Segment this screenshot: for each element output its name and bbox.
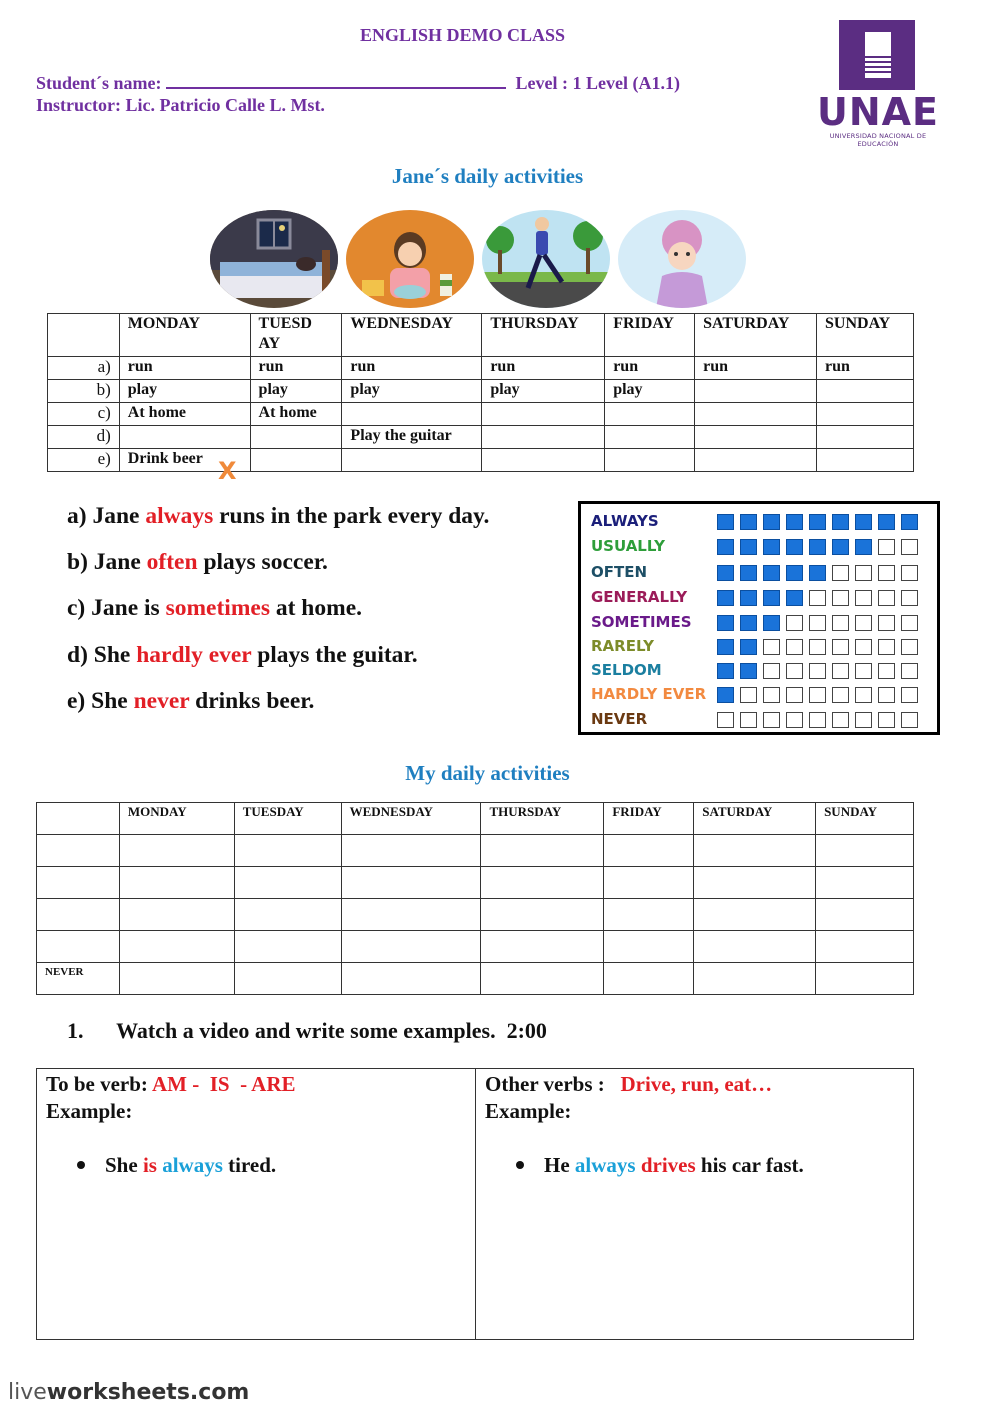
- table-cell: run: [342, 357, 482, 380]
- table-row: [37, 931, 914, 963]
- table-cell: [250, 449, 342, 472]
- frequency-label: NEVER: [591, 710, 648, 728]
- liveworksheets-footer: [8, 1380, 249, 1405]
- frequency-label: SELDOM: [591, 661, 662, 679]
- answer-cell[interactable]: [816, 963, 914, 995]
- frequency-square-empty: [855, 712, 872, 728]
- sentence-text: d) She: [67, 642, 137, 668]
- table-header-row: [37, 803, 914, 835]
- sentence-text: at home.: [269, 595, 363, 621]
- header-cell: THURSDAY: [482, 314, 605, 357]
- frequency-square-empty: [786, 687, 803, 703]
- answer-cell[interactable]: [481, 931, 604, 963]
- table-cell: [342, 449, 482, 472]
- frequency-square-filled: [717, 639, 734, 655]
- frequency-square-empty: [763, 639, 780, 655]
- table-cell: run: [482, 357, 605, 380]
- row-label: [37, 931, 120, 963]
- frequency-square-empty: [855, 565, 872, 581]
- answer-cell[interactable]: [341, 835, 481, 867]
- table-cell: play: [482, 380, 605, 403]
- frequency-square-empty: [878, 663, 895, 679]
- frequency-square-filled: [763, 615, 780, 631]
- sentence-b: [67, 549, 328, 576]
- frequency-square-empty: [832, 590, 849, 606]
- answer-cell[interactable]: [234, 899, 341, 931]
- header-cell: WEDNESDAY: [342, 314, 482, 357]
- answer-cell[interactable]: [341, 899, 481, 931]
- table-cell: [482, 426, 605, 449]
- answer-cell[interactable]: [119, 867, 234, 899]
- jane-activities-table: [47, 313, 914, 472]
- frequency-square-empty: [855, 590, 872, 606]
- sentence-text: drinks beer.: [189, 688, 315, 714]
- frequency-square-filled: [763, 565, 780, 581]
- frequency-square-filled: [763, 514, 780, 530]
- my-section-title: My daily activities: [405, 761, 570, 785]
- example-adverb: always: [162, 1153, 223, 1177]
- row-label: b): [48, 380, 120, 403]
- answer-cell[interactable]: [341, 963, 481, 995]
- example-text: tired.: [222, 1153, 277, 1177]
- sentence-text: a) Jane: [67, 503, 146, 529]
- frequency-square-empty: [809, 663, 826, 679]
- frequency-square-empty: [763, 663, 780, 679]
- frequency-adverb: often: [146, 549, 198, 575]
- example-verb: drives: [640, 1153, 696, 1177]
- table-cell: play: [342, 380, 482, 403]
- towel-illustration: [618, 210, 746, 308]
- table-cell: At home: [250, 403, 342, 426]
- frequency-label: SOMETIMES: [591, 613, 692, 631]
- sentence-text: e) She: [67, 688, 134, 714]
- frequency-label: GENERALLY: [591, 588, 688, 606]
- frequency-square-filled: [763, 590, 780, 606]
- sentence-text: runs in the park every day.: [213, 503, 490, 529]
- sentence-a: [67, 503, 489, 530]
- other-verbs-example: [516, 1153, 804, 1178]
- table-cell: [817, 449, 914, 472]
- table-cell: [342, 403, 482, 426]
- table-header-row: [48, 314, 914, 357]
- answer-cell[interactable]: [119, 931, 234, 963]
- answer-cell[interactable]: [816, 867, 914, 899]
- frequency-square-filled: [740, 615, 757, 631]
- frequency-adverb: sometimes: [165, 595, 270, 621]
- frequency-square-empty: [901, 639, 918, 655]
- table-row: [37, 835, 914, 867]
- answer-cell[interactable]: [604, 899, 694, 931]
- frequency-square-empty: [878, 565, 895, 581]
- frequency-square-filled: [717, 590, 734, 606]
- answer-cell[interactable]: [481, 899, 604, 931]
- my-activities-table: [36, 802, 914, 995]
- instructor-line: Instructor: Lic. Patricio Calle L. Mst.: [36, 95, 325, 115]
- table-cell: [817, 403, 914, 426]
- frequency-label: USUALLY: [591, 537, 665, 555]
- frequency-square-empty: [878, 615, 895, 631]
- frequency-square-empty: [901, 565, 918, 581]
- frequency-square-filled: [740, 514, 757, 530]
- answer-cell[interactable]: [119, 835, 234, 867]
- frequency-square-empty: [901, 663, 918, 679]
- other-verbs-label: Other verbs :: [485, 1072, 621, 1096]
- sentence-text: c) Jane is: [67, 595, 166, 621]
- header-cell: MONDAY: [119, 314, 250, 357]
- frequency-square-empty: [878, 712, 895, 728]
- frequency-square-empty: [809, 615, 826, 631]
- frequency-square-empty: [717, 712, 734, 728]
- table-cell: [605, 449, 695, 472]
- answer-cell[interactable]: [694, 899, 816, 931]
- header-cell: WEDNESDAY: [341, 803, 481, 835]
- frequency-square-empty: [832, 663, 849, 679]
- frequency-label: ALWAYS: [591, 512, 659, 530]
- table-cell: Play the guitar: [342, 426, 482, 449]
- frequency-square-empty: [809, 712, 826, 728]
- table-row: [48, 380, 914, 403]
- header-cell: FRIDAY: [604, 803, 694, 835]
- frequency-square-empty: [855, 687, 872, 703]
- frequency-adverb: never: [133, 688, 190, 714]
- frequency-square-filled: [809, 539, 826, 555]
- table-cell: run: [250, 357, 342, 380]
- table-cell: [119, 426, 250, 449]
- table-cell: [695, 380, 817, 403]
- frequency-square-empty: [901, 687, 918, 703]
- frequency-square-empty: [855, 639, 872, 655]
- student-name-label: Student´s name:: [36, 73, 162, 93]
- frequency-square-filled: [740, 565, 757, 581]
- frequency-square-empty: [763, 712, 780, 728]
- bullet-icon: [516, 1161, 524, 1169]
- unae-logo: [812, 20, 944, 148]
- frequency-square-empty: [740, 712, 757, 728]
- answer-cell[interactable]: [694, 963, 816, 995]
- frequency-square-empty: [855, 663, 872, 679]
- footer-com: .com: [189, 1380, 250, 1405]
- answer-cell[interactable]: [481, 835, 604, 867]
- column-divider: [475, 1069, 476, 1339]
- corner-cell: [37, 803, 120, 835]
- cooking-illustration: [346, 210, 474, 308]
- frequency-square-filled: [786, 590, 803, 606]
- frequency-square-empty: [786, 639, 803, 655]
- answer-cell[interactable]: [816, 899, 914, 931]
- to-be-verbs: AM - IS - ARE: [151, 1072, 296, 1096]
- frequency-square-empty: [740, 687, 757, 703]
- frequency-square-filled: [855, 539, 872, 555]
- table-cell: At home: [119, 403, 250, 426]
- frequency-square-filled: [786, 565, 803, 581]
- frequency-label: HARDLY EVER: [591, 685, 707, 703]
- answer-cell[interactable]: [234, 963, 341, 995]
- row-label: d): [48, 426, 120, 449]
- example-label: Example:: [485, 1099, 572, 1123]
- table-row: [37, 899, 914, 931]
- answer-cell[interactable]: [604, 963, 694, 995]
- example-text: his car fast.: [695, 1153, 804, 1177]
- row-label: [37, 899, 120, 931]
- frequency-square-empty: [763, 687, 780, 703]
- table-cell: [695, 449, 817, 472]
- answer-cell[interactable]: [234, 835, 341, 867]
- table-row: [37, 867, 914, 899]
- frequency-square-empty: [855, 615, 872, 631]
- frequency-square-empty: [901, 590, 918, 606]
- table-row: [48, 449, 914, 472]
- answer-cell[interactable]: [119, 963, 234, 995]
- student-name-blank[interactable]: [166, 71, 506, 89]
- frequency-square-filled: [832, 514, 849, 530]
- answer-cell[interactable]: [604, 867, 694, 899]
- answer-cell[interactable]: [341, 867, 481, 899]
- document-title: ENGLISH DEMO CLASS: [359, 25, 566, 45]
- answer-cell[interactable]: [341, 931, 481, 963]
- frequency-square-empty: [832, 687, 849, 703]
- frequency-square-filled: [717, 514, 734, 530]
- frequency-square-filled: [740, 539, 757, 555]
- footer-worksheets: worksheets: [46, 1380, 190, 1405]
- frequency-label: OFTEN: [591, 563, 648, 581]
- frequency-square-empty: [786, 712, 803, 728]
- row-label: [37, 867, 120, 899]
- frequency-square-empty: [809, 639, 826, 655]
- other-verbs-column-heading: [485, 1071, 772, 1125]
- level-label: Level : 1 Level (A1.1): [515, 73, 680, 93]
- logo-subtitle: UNIVERSIDAD NACIONAL DE EDUCACIÓN: [829, 132, 927, 148]
- frequency-square-empty: [832, 712, 849, 728]
- frequency-square-filled: [832, 539, 849, 555]
- sleeping-illustration: [210, 210, 338, 308]
- woman-with-towel-icon: [618, 210, 746, 308]
- table-cell: run: [119, 357, 250, 380]
- woman-running-icon: [482, 210, 610, 308]
- table-cell: [605, 426, 695, 449]
- student-name-line: [36, 71, 680, 94]
- example-adverb: always: [574, 1153, 636, 1177]
- header-cell: THURSDAY: [481, 803, 604, 835]
- frequency-square-filled: [717, 565, 734, 581]
- row-label: [37, 835, 120, 867]
- header-cell: SUNDAY: [817, 314, 914, 357]
- header-cell: SATURDAY: [694, 803, 816, 835]
- frequency-label: RARELY: [591, 637, 655, 655]
- header-cell: SUNDAY: [816, 803, 914, 835]
- frequency-square-filled: [740, 590, 757, 606]
- frequency-square-filled: [809, 565, 826, 581]
- frequency-square-empty: [832, 639, 849, 655]
- woman-cooking-icon: [346, 210, 474, 308]
- frequency-square-filled: [855, 514, 872, 530]
- frequency-square-filled: [763, 539, 780, 555]
- table-cell: [817, 380, 914, 403]
- answer-cell[interactable]: [604, 835, 694, 867]
- frequency-square-empty: [809, 590, 826, 606]
- frequency-square-empty: [878, 639, 895, 655]
- answer-cell[interactable]: [119, 899, 234, 931]
- answer-cell[interactable]: [481, 963, 604, 995]
- sentence-text: b) Jane: [67, 549, 147, 575]
- example-verb: is: [142, 1153, 157, 1177]
- frequency-square-filled: [878, 514, 895, 530]
- answer-cell[interactable]: [481, 867, 604, 899]
- frequency-square-filled: [809, 514, 826, 530]
- frequency-square-empty: [878, 590, 895, 606]
- table-cell: [250, 426, 342, 449]
- frequency-adverb: always: [145, 503, 214, 529]
- sentence-text: plays soccer.: [197, 549, 328, 575]
- frequency-adverb: hardly ever: [136, 642, 252, 668]
- frequency-scale-box: [578, 501, 940, 735]
- footer-live: live: [8, 1380, 47, 1405]
- row-label: e): [48, 449, 120, 472]
- sentence-text: plays the guitar.: [251, 642, 418, 668]
- table-row: [48, 426, 914, 449]
- header-cell: TUESDAY: [234, 803, 341, 835]
- header-cell: FRIDAY: [605, 314, 695, 357]
- examples-box: [36, 1068, 914, 1340]
- example-label: Example:: [46, 1099, 133, 1123]
- frequency-square-filled: [717, 687, 734, 703]
- table-row: [48, 403, 914, 426]
- table-cell: [605, 403, 695, 426]
- logo-square-icon: [839, 20, 915, 90]
- sentence-d: [67, 642, 418, 669]
- table-cell: [695, 403, 817, 426]
- sentence-e: [67, 688, 314, 715]
- answer-cell[interactable]: [234, 931, 341, 963]
- table-cell: [817, 426, 914, 449]
- table-row: [48, 357, 914, 380]
- table-cell: [482, 403, 605, 426]
- table-cell: run: [605, 357, 695, 380]
- example-text: She: [105, 1153, 143, 1177]
- frequency-square-filled: [786, 514, 803, 530]
- table-cell: run: [695, 357, 817, 380]
- task-instruction: 1. Watch a video and write some examples. 2:00: [67, 1018, 547, 1043]
- other-verbs-list: Drive, run, eat…: [620, 1072, 773, 1096]
- table-cell: [482, 449, 605, 472]
- row-label: a): [48, 357, 120, 380]
- logo-wordmark: UNAE: [816, 90, 940, 134]
- frequency-square-empty: [901, 712, 918, 728]
- frequency-square-empty: [901, 615, 918, 631]
- table-row: [37, 963, 914, 995]
- answer-cell[interactable]: [234, 867, 341, 899]
- sleeping-in-bed-icon: [210, 210, 338, 308]
- row-label-never: NEVER: [37, 963, 120, 995]
- sentence-c: [67, 595, 362, 622]
- frequency-square-filled: [717, 615, 734, 631]
- header-cell: MONDAY: [119, 803, 234, 835]
- frequency-square-empty: [878, 539, 895, 555]
- frequency-square-filled: [901, 514, 918, 530]
- frequency-square-empty: [832, 615, 849, 631]
- table-cell: Drink beer: [119, 449, 250, 472]
- table-cell: play: [119, 380, 250, 403]
- answer-cell[interactable]: [694, 867, 816, 899]
- frequency-square-empty: [786, 663, 803, 679]
- table-cell: [695, 426, 817, 449]
- running-illustration: [482, 210, 610, 308]
- table-cell: play: [605, 380, 695, 403]
- answer-cell[interactable]: [816, 835, 914, 867]
- to-be-example: [77, 1153, 276, 1178]
- frequency-square-filled: [740, 663, 757, 679]
- frequency-square-empty: [832, 565, 849, 581]
- header-cell: SATURDAY: [695, 314, 817, 357]
- frequency-square-filled: [740, 639, 757, 655]
- table-cell: run: [817, 357, 914, 380]
- to-be-label: To be verb:: [46, 1072, 152, 1096]
- corner-cell: [48, 314, 120, 357]
- table-cell: play: [250, 380, 342, 403]
- example-text: He: [544, 1153, 575, 1177]
- answer-cell[interactable]: [816, 931, 914, 963]
- frequency-square-empty: [878, 687, 895, 703]
- answer-cell[interactable]: [694, 835, 816, 867]
- to-be-column-heading: [46, 1071, 296, 1125]
- bullet-icon: [77, 1161, 85, 1169]
- frequency-square-empty: [786, 615, 803, 631]
- frequency-square-filled: [717, 663, 734, 679]
- frequency-square-filled: [786, 539, 803, 555]
- header-cell: TUESD AY: [250, 314, 342, 357]
- frequency-square-empty: [809, 687, 826, 703]
- frequency-square-filled: [717, 539, 734, 555]
- answer-cell[interactable]: [694, 931, 816, 963]
- frequency-square-empty: [901, 539, 918, 555]
- answer-cell[interactable]: [604, 931, 694, 963]
- row-label: c): [48, 403, 120, 426]
- cross-mark-icon: X: [218, 457, 237, 485]
- jane-section-title: Jane´s daily activities: [391, 164, 584, 188]
